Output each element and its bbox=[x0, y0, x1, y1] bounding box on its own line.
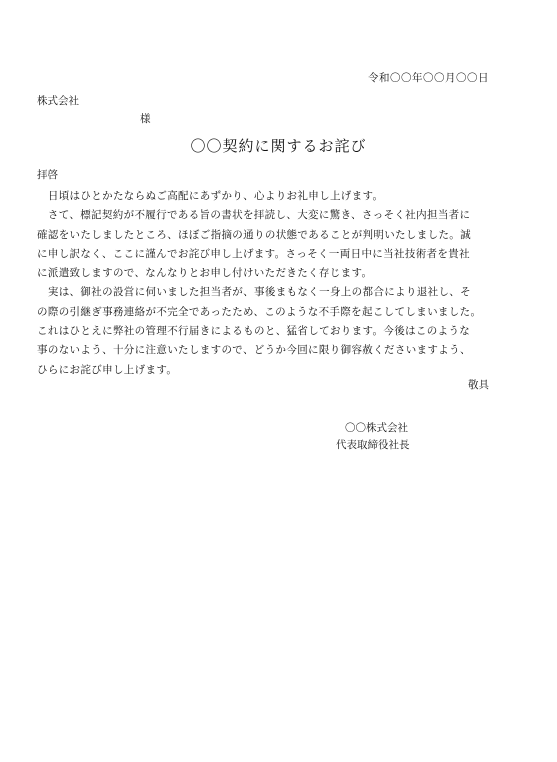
sender-title: 代表取締役社長 bbox=[336, 439, 410, 451]
recipient-honorific: 様 bbox=[140, 113, 151, 125]
body-line: に申し訳なく、ここに謹んでお詫び申し上げます。さっそく一両日中に当社技術者を貴社 bbox=[37, 247, 470, 260]
body-line: に派遣致しますので、なんなりとお申し付けいただきたく存じます。 bbox=[37, 267, 373, 280]
closing-salutation: 敬具 bbox=[468, 379, 489, 391]
body-line: 日頃はひとかたならぬご高配にあずかり、心よりお礼申し上げます。 bbox=[37, 190, 384, 202]
body-line: 事のないよう、十分に注意いたしますので、どうか今回に限り御容赦くださいますよう、 bbox=[37, 344, 471, 357]
body-line: これはひとえに弊社の管理不行届きによるものと、猛省しております。今後はこのような bbox=[37, 325, 471, 338]
opening-salutation: 拝啓 bbox=[37, 169, 58, 181]
letter-title: 〇〇契約に関するお詫び bbox=[190, 137, 367, 155]
recipient-company: 株式会社 bbox=[37, 95, 79, 107]
body-line: ひらにお詫び申し上げます。 bbox=[37, 363, 178, 376]
letter-body bbox=[37, 187, 521, 380]
body-line: さて、標記契約が不履行である旨の書状を拝読し、大変に驚き、さっそく社内担当者に bbox=[37, 209, 471, 222]
body-line: 確認をいたしましたところ、ほぼご指摘の通りの状態であることが判明いたしました。誠 bbox=[37, 228, 471, 241]
body-line: の際の引継ぎ事務連絡が不完全であったため、このような不手際を起こしてしまいました。 bbox=[37, 305, 482, 318]
sender-company: 〇〇株式会社 bbox=[345, 422, 408, 434]
body-line: 実は、御社の設営に伺いました担当者が、事後まもなく一身上の都合により退社し、そ bbox=[37, 286, 471, 299]
letter-date: 令和〇〇年〇〇月〇〇日 bbox=[368, 72, 489, 84]
